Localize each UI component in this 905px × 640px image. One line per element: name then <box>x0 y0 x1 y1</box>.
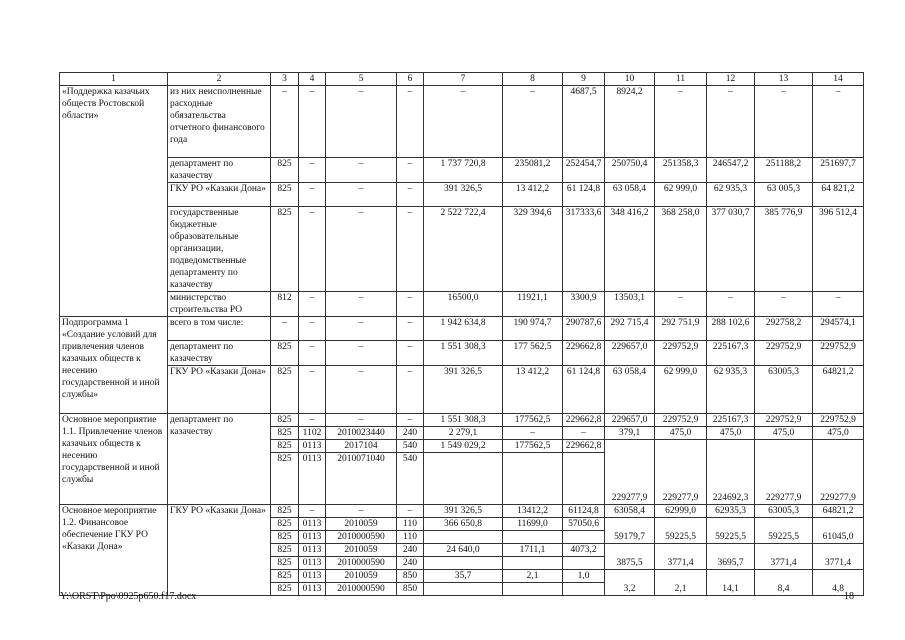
value-cell: 13 412,2 <box>503 366 563 414</box>
value-cell: 4687,5 <box>563 86 605 158</box>
value-cell: 391 326,5 <box>424 505 503 518</box>
value-cell: 63058,4 <box>605 505 655 518</box>
value-cell: 251358,3 <box>655 158 707 183</box>
executor-cell: из них неисполненные расходные обязательства отчетного финансового года <box>168 86 271 158</box>
executor-cell: министерство строительства РО <box>168 292 271 317</box>
value-cell: 1711,1 <box>503 544 563 557</box>
value-cell: 540 <box>397 453 424 505</box>
value-cell: 61045,0 <box>813 518 864 544</box>
column-header-7: 7 <box>424 73 503 86</box>
value-cell: 177562,5 <box>503 440 563 453</box>
value-cell <box>424 453 503 505</box>
value-cell: – <box>813 292 864 317</box>
value-cell: – <box>397 158 424 183</box>
value-cell: 850 <box>397 583 424 596</box>
value-cell: – <box>326 207 397 292</box>
value-cell: 62999,0 <box>655 505 707 518</box>
value-cell: 825 <box>271 427 299 440</box>
column-header-5: 5 <box>326 73 397 86</box>
value-cell: 825 <box>271 158 299 183</box>
value-cell: 190 974,7 <box>503 317 563 341</box>
value-cell: 385 776,9 <box>755 207 813 292</box>
value-cell: 229277,9 <box>813 440 864 505</box>
value-cell: – <box>299 292 326 317</box>
value-cell <box>563 557 605 570</box>
column-header-3: 3 <box>271 73 299 86</box>
value-cell <box>503 583 563 596</box>
value-cell: 229662,8 <box>563 341 605 366</box>
value-cell: 1 551 308,3 <box>424 341 503 366</box>
value-cell: 63005,3 <box>755 366 813 414</box>
value-cell: 3300,9 <box>563 292 605 317</box>
value-cell: – <box>397 366 424 414</box>
value-cell: 368 258,0 <box>655 207 707 292</box>
value-cell: 61 124,8 <box>563 366 605 414</box>
value-cell: 1 549 029,2 <box>424 440 503 453</box>
value-cell: 2010059 <box>326 544 397 557</box>
value-cell: 224692,3 <box>707 440 755 505</box>
value-cell: 2017104 <box>326 440 397 453</box>
value-cell: 825 <box>271 183 299 207</box>
executor-cell: ГКУ РО «Казаки Дона» <box>168 505 271 596</box>
value-cell: 62 999,0 <box>655 366 707 414</box>
value-cell: 62 935,3 <box>707 183 755 207</box>
executor-cell: департамент по казачеству <box>168 158 271 183</box>
value-cell: 229752,9 <box>755 414 813 427</box>
value-cell: 825 <box>271 366 299 414</box>
value-cell: 63 005,3 <box>755 183 813 207</box>
value-cell: – <box>326 86 397 158</box>
value-cell: 317333,6 <box>563 207 605 292</box>
value-cell: 812 <box>271 292 299 317</box>
value-cell: 290787,6 <box>563 317 605 341</box>
value-cell: – <box>397 414 424 427</box>
value-cell: 329 394,6 <box>503 207 563 292</box>
value-cell: 825 <box>271 440 299 453</box>
value-cell: 2 279,1 <box>424 427 503 440</box>
value-cell: 3875,5 <box>605 544 655 570</box>
column-header-1: 1 <box>60 73 168 86</box>
value-cell: – <box>299 341 326 366</box>
value-cell: 225167,3 <box>707 414 755 427</box>
table-row <box>60 317 864 341</box>
value-cell <box>424 583 503 596</box>
value-cell: 292758,2 <box>755 317 813 341</box>
value-cell: 252454,7 <box>563 158 605 183</box>
value-cell: 0113 <box>299 453 326 505</box>
value-cell: – <box>299 86 326 158</box>
value-cell: 475,0 <box>755 427 813 440</box>
value-cell: 292 715,4 <box>605 317 655 341</box>
value-cell: 366 650,8 <box>424 518 503 531</box>
value-cell: 3771,4 <box>655 544 707 570</box>
value-cell: 1102 <box>299 427 326 440</box>
value-cell <box>503 453 563 505</box>
budget-table <box>59 72 864 596</box>
value-cell: 229752,9 <box>755 341 813 366</box>
value-cell: 2010000590 <box>326 531 397 544</box>
value-cell: 348 416,2 <box>605 207 655 292</box>
value-cell: – <box>813 86 864 158</box>
table-row <box>60 366 864 414</box>
value-cell: – <box>326 292 397 317</box>
column-header-13: 13 <box>755 73 813 86</box>
value-cell: – <box>326 414 397 427</box>
value-cell: 1 942 634,8 <box>424 317 503 341</box>
value-cell: 229752,9 <box>655 414 707 427</box>
value-cell: 475,0 <box>655 427 707 440</box>
value-cell: – <box>563 427 605 440</box>
value-cell: 825 <box>271 531 299 544</box>
value-cell: 825 <box>271 518 299 531</box>
value-cell: 391 326,5 <box>424 183 503 207</box>
value-cell: – <box>299 317 326 341</box>
table-row <box>60 158 864 183</box>
executor-cell: департамент по казачеству <box>168 414 271 505</box>
value-cell: 229662,8 <box>563 440 605 453</box>
value-cell: 11699,0 <box>503 518 563 531</box>
page-number: 18 <box>844 591 854 602</box>
table-row <box>60 207 864 292</box>
value-cell: 825 <box>271 453 299 505</box>
value-cell: – <box>655 292 707 317</box>
value-cell: 2010059 <box>326 518 397 531</box>
value-cell: 64821,2 <box>813 366 864 414</box>
value-cell: – <box>326 317 397 341</box>
table-row <box>60 414 864 427</box>
value-cell: 1,0 <box>563 570 605 583</box>
value-cell: – <box>397 317 424 341</box>
value-cell: 250750,4 <box>605 158 655 183</box>
value-cell: – <box>424 86 503 158</box>
value-cell: 3695,7 <box>707 544 755 570</box>
value-cell: 294574,1 <box>813 317 864 341</box>
value-cell: 825 <box>271 544 299 557</box>
value-cell: 391 326,5 <box>424 366 503 414</box>
value-cell: 0113 <box>299 583 326 596</box>
value-cell: 16500,0 <box>424 292 503 317</box>
value-cell: 2010000590 <box>326 557 397 570</box>
value-cell: 0113 <box>299 544 326 557</box>
value-cell: 2010000590 <box>326 583 397 596</box>
value-cell: 2,1 <box>655 570 707 596</box>
value-cell: 396 512,4 <box>813 207 864 292</box>
value-cell: – <box>397 292 424 317</box>
value-cell: – <box>397 86 424 158</box>
column-header-8: 8 <box>503 73 563 86</box>
value-cell: 251697,7 <box>813 158 864 183</box>
value-cell: 62 999,0 <box>655 183 707 207</box>
activity-name-cell: Основное мероприятие 1.1. Привлечение членов казачьих обществ к несению государственной и иной службы <box>60 414 168 505</box>
value-cell: 825 <box>271 583 299 596</box>
value-cell: 1 551 308,3 <box>424 414 503 427</box>
value-cell: 3,2 <box>605 570 655 596</box>
value-cell: – <box>299 366 326 414</box>
value-cell: 3771,4 <box>755 544 813 570</box>
value-cell: 0113 <box>299 518 326 531</box>
column-header-4: 4 <box>299 73 326 86</box>
executor-cell: всего в том числе: <box>168 317 271 341</box>
value-cell: 246547,2 <box>707 158 755 183</box>
value-cell: – <box>397 183 424 207</box>
activity-name-cell: Основное мероприятие 1.2. Финансовое обеспечение ГКУ РО «Казаки Дона» <box>60 505 168 596</box>
table-row <box>60 505 864 518</box>
value-cell: 59225,5 <box>655 518 707 544</box>
value-cell: 13 412,2 <box>503 183 563 207</box>
value-cell: 229277,9 <box>755 440 813 505</box>
value-cell: – <box>326 183 397 207</box>
value-cell: 4073,2 <box>563 544 605 557</box>
value-cell: 292 751,9 <box>655 317 707 341</box>
value-cell: 0113 <box>299 570 326 583</box>
value-cell: 240 <box>397 427 424 440</box>
value-cell: 0113 <box>299 557 326 570</box>
executor-cell: департамент по казачеству <box>168 341 271 366</box>
value-cell: 14,1 <box>707 570 755 596</box>
value-cell: 229662,8 <box>563 414 605 427</box>
value-cell: 229752,9 <box>813 341 864 366</box>
value-cell: 59179,7 <box>605 518 655 544</box>
column-header-12: 12 <box>707 73 755 86</box>
value-cell: – <box>326 158 397 183</box>
value-cell: 63 058,4 <box>605 183 655 207</box>
value-cell: 850 <box>397 570 424 583</box>
value-cell: 825 <box>271 505 299 518</box>
value-cell: 475,0 <box>707 427 755 440</box>
value-cell: 177562,5 <box>503 414 563 427</box>
column-header-10: 10 <box>605 73 655 86</box>
value-cell: 2010071040 <box>326 453 397 505</box>
value-cell: 8924,2 <box>605 86 655 158</box>
value-cell: – <box>503 427 563 440</box>
value-cell <box>563 531 605 544</box>
value-cell <box>424 531 503 544</box>
header-row <box>60 73 864 86</box>
value-cell: 57050,6 <box>563 518 605 531</box>
value-cell: 11921,1 <box>503 292 563 317</box>
value-cell: 59225,5 <box>707 518 755 544</box>
value-cell: 24 640,0 <box>424 544 503 557</box>
value-cell: 64 821,2 <box>813 183 864 207</box>
column-header-14: 14 <box>813 73 864 86</box>
value-cell: 3771,4 <box>813 544 864 570</box>
value-cell: 13412,2 <box>503 505 563 518</box>
value-cell: 35,7 <box>424 570 503 583</box>
value-cell: – <box>299 183 326 207</box>
value-cell: 377 030,7 <box>707 207 755 292</box>
value-cell: – <box>299 158 326 183</box>
value-cell: – <box>397 341 424 366</box>
value-cell: 229277,9 <box>655 440 707 505</box>
value-cell: 59225,5 <box>755 518 813 544</box>
value-cell: 4,8 <box>813 570 864 596</box>
value-cell: – <box>397 207 424 292</box>
value-cell: 240 <box>397 557 424 570</box>
value-cell: 62 935,3 <box>707 366 755 414</box>
value-cell: 2,1 <box>503 570 563 583</box>
value-cell: – <box>655 86 707 158</box>
value-cell: 62935,3 <box>707 505 755 518</box>
value-cell: 288 102,6 <box>707 317 755 341</box>
value-cell: – <box>326 341 397 366</box>
value-cell <box>503 557 563 570</box>
value-cell: – <box>326 366 397 414</box>
value-cell: 825 <box>271 207 299 292</box>
value-cell: 825 <box>271 557 299 570</box>
column-header-2: 2 <box>168 73 271 86</box>
value-cell: 540 <box>397 440 424 453</box>
value-cell: – <box>271 86 299 158</box>
value-cell <box>503 531 563 544</box>
value-cell: – <box>326 505 397 518</box>
value-cell: 825 <box>271 414 299 427</box>
value-cell: 229657,0 <box>605 341 655 366</box>
table-row <box>60 183 864 207</box>
value-cell: – <box>299 207 326 292</box>
value-cell: – <box>755 86 813 158</box>
value-cell: 0113 <box>299 440 326 453</box>
value-cell: 229752,9 <box>813 414 864 427</box>
value-cell: 825 <box>271 341 299 366</box>
value-cell: 110 <box>397 518 424 531</box>
value-cell: 379,1 <box>605 427 655 440</box>
program-name-cell: «Поддержка казачьих обществ Ростовской области» <box>60 86 168 317</box>
value-cell: 251188,2 <box>755 158 813 183</box>
executor-cell: ГКУ РО «Казаки Дона» <box>168 366 271 414</box>
value-cell: 64821,2 <box>813 505 864 518</box>
value-cell: 61124,8 <box>563 505 605 518</box>
value-cell: – <box>707 292 755 317</box>
program-name-cell: Подпрограмма 1 «Создание условий для привлечения членов казачьих обществ к несению государственной и иной службы» <box>60 317 168 414</box>
value-cell: 2010059 <box>326 570 397 583</box>
value-cell: 61 124,8 <box>563 183 605 207</box>
value-cell: 825 <box>271 570 299 583</box>
value-cell: 0113 <box>299 531 326 544</box>
budget-table-page <box>59 72 863 596</box>
column-header-9: 9 <box>563 73 605 86</box>
value-cell: – <box>397 505 424 518</box>
table-row <box>60 86 864 158</box>
value-cell <box>563 583 605 596</box>
value-cell: 2 522 722,4 <box>424 207 503 292</box>
value-cell: – <box>271 317 299 341</box>
value-cell: 229277,9 <box>605 440 655 505</box>
column-header-6: 6 <box>397 73 424 86</box>
value-cell <box>563 453 605 505</box>
footer-file-path: Y:\ORST\Ppo\0925p650.f17.docx <box>60 591 197 602</box>
value-cell <box>424 557 503 570</box>
value-cell: 8,4 <box>755 570 813 596</box>
executor-cell: государственные бюджетные образовательные организации, подведомственные департаменту по казачеству <box>168 207 271 292</box>
value-cell: – <box>299 505 326 518</box>
value-cell: 63 058,4 <box>605 366 655 414</box>
value-cell: 475,0 <box>813 427 864 440</box>
column-header-11: 11 <box>655 73 707 86</box>
value-cell: 235081,2 <box>503 158 563 183</box>
value-cell: – <box>299 414 326 427</box>
executor-cell: ГКУ РО «Казаки Дона» <box>168 183 271 207</box>
value-cell: 13503,1 <box>605 292 655 317</box>
table-row <box>60 341 864 366</box>
value-cell: 229657,0 <box>605 414 655 427</box>
value-cell: 177 562,5 <box>503 341 563 366</box>
value-cell: 110 <box>397 531 424 544</box>
value-cell: 63005,3 <box>755 505 813 518</box>
value-cell: – <box>503 86 563 158</box>
value-cell: 229752,9 <box>655 341 707 366</box>
value-cell: 225167,3 <box>707 341 755 366</box>
value-cell: – <box>707 86 755 158</box>
table-row <box>60 292 864 317</box>
value-cell: 1 737 720,8 <box>424 158 503 183</box>
value-cell: 240 <box>397 544 424 557</box>
value-cell: 2010023440 <box>326 427 397 440</box>
value-cell: – <box>755 292 813 317</box>
